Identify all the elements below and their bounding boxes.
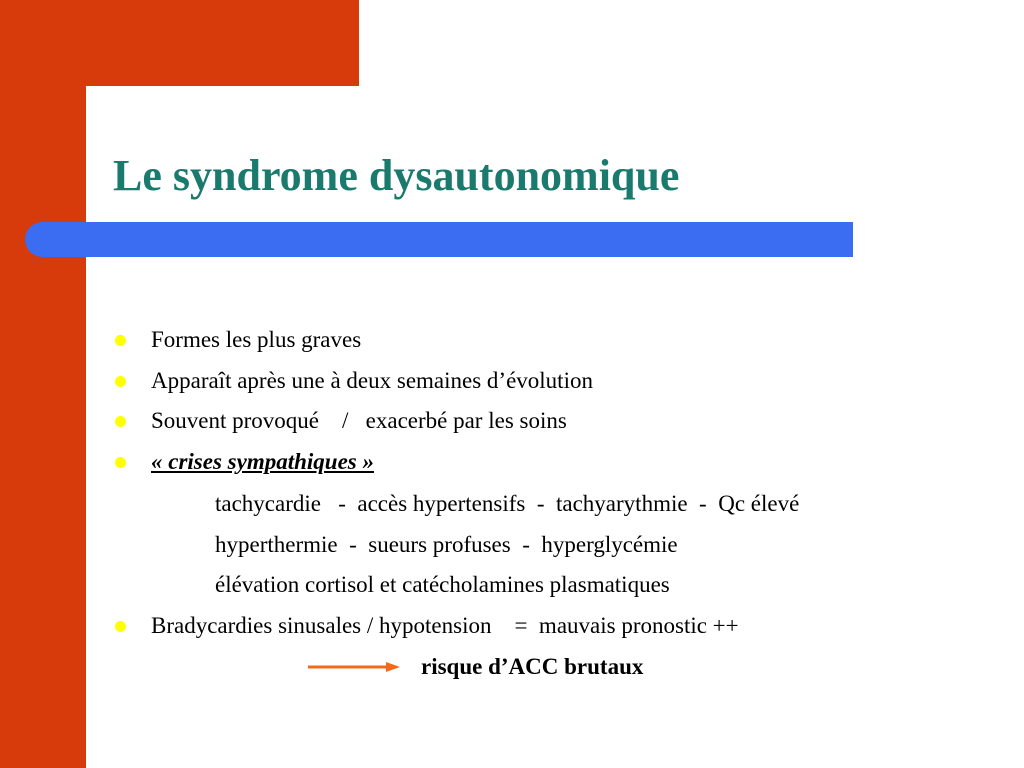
- slide-title: Le syndrome dysautonomique: [113, 151, 680, 200]
- bullet-icon: [115, 335, 126, 346]
- sub-line: élévation cortisol et catécholamines plasmatiques: [215, 572, 670, 597]
- right-arrow-icon: [308, 660, 400, 674]
- bullet-icon: [115, 621, 126, 632]
- sub-line: hyperthermie - sueurs profuses - hyperglycémie: [215, 532, 678, 557]
- sub-line: tachycardie - accès hypertensifs - tachyarythmie - Qc élevé: [215, 491, 800, 516]
- bullet-text: Formes les plus graves: [151, 327, 362, 352]
- conclusion-text: risque d’ACC brutaux: [421, 654, 644, 679]
- bullet-text: Apparaît après une à deux semaines d’évolution: [151, 368, 593, 393]
- bullet-text: Souvent provoqué / exacerbé par les soins: [151, 408, 567, 433]
- bullet-icon: [115, 416, 126, 427]
- crises-sympathiques-heading: « crises sympathiques »: [151, 449, 374, 474]
- bullet-text: Bradycardies sinusales / hypotension = mauvais pronostic ++: [151, 613, 739, 638]
- bullet-icon: [115, 376, 126, 387]
- bullet-icon: [115, 457, 126, 468]
